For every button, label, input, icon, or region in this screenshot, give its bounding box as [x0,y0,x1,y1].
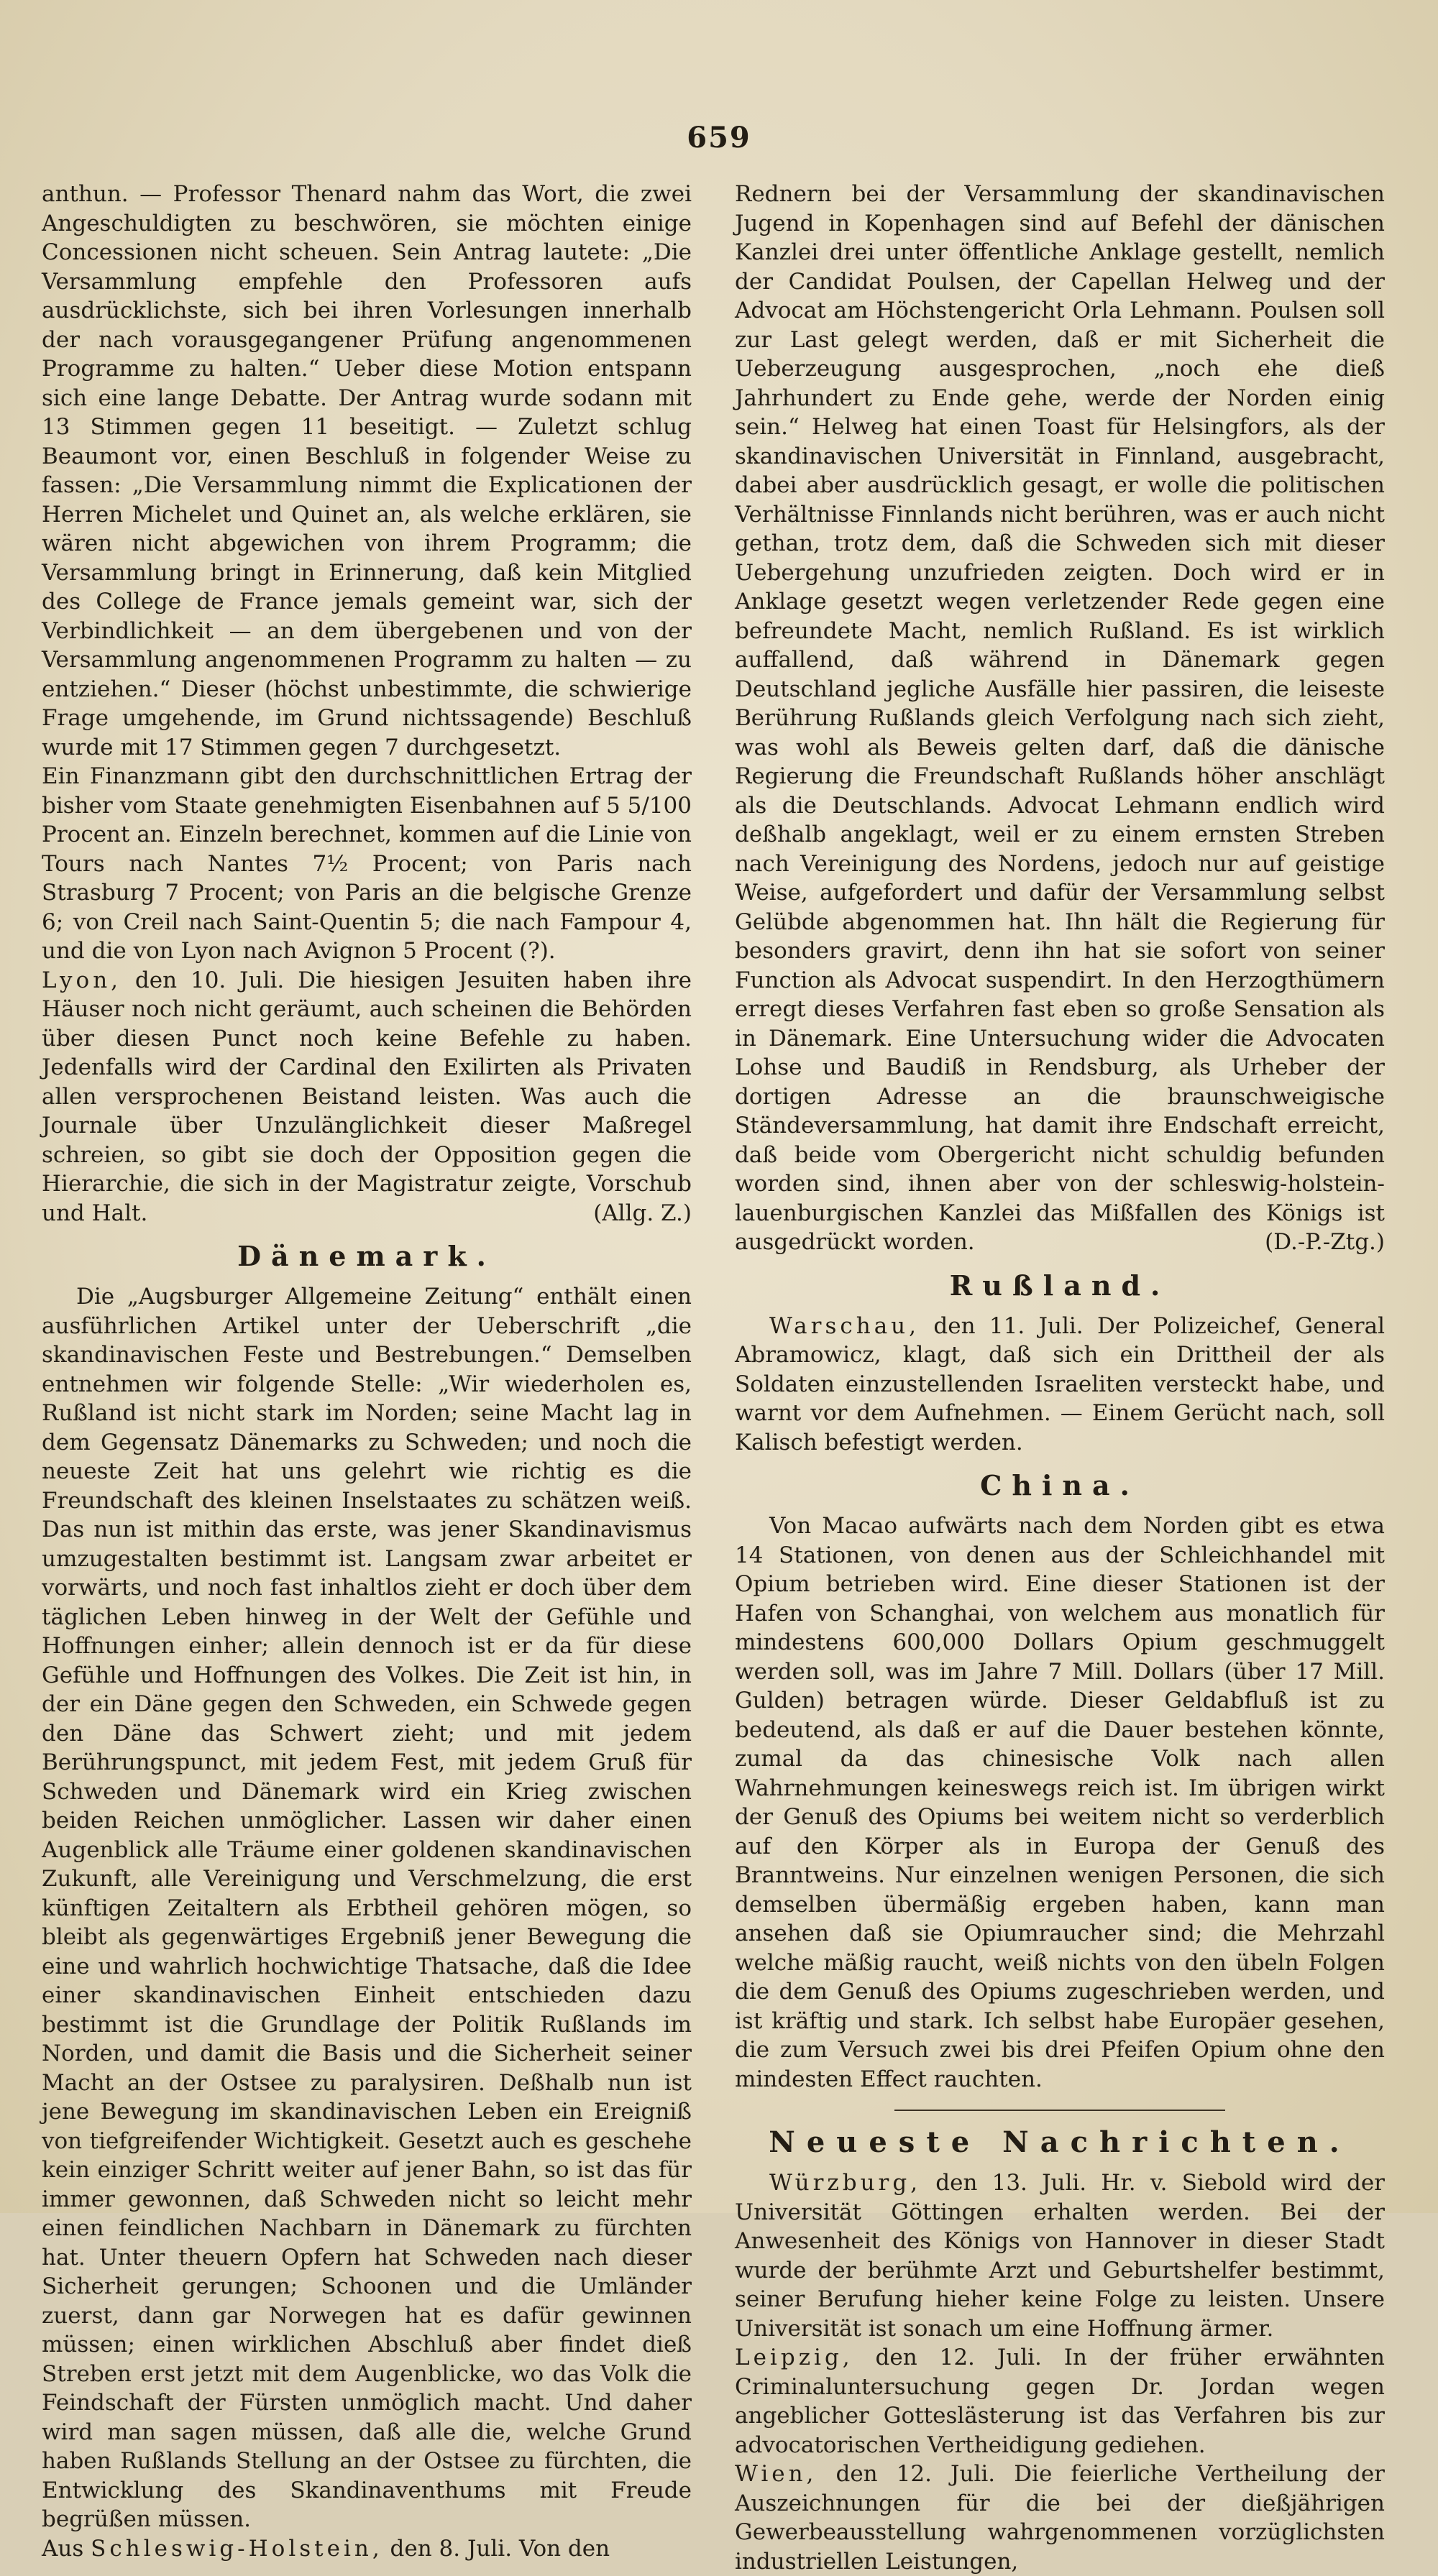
dateline: Würzburg, [769,2170,922,2196]
dateline: Schleswig-Holstein, [91,2535,383,2562]
section-divider [894,2110,1225,2111]
article-paragraph: anthun. — Professor Thenard nahm das Wort, die zwei Angeschuldigten zu beschwören, sie möchten einige Concessionen nicht scheuen. Sein Antrag lautete: „Die Versammlung empfehle den Professoren aufs ausdrücklichste, sich bei ihren Vorlesungen innerhalb der nach vorausgegangener Prüfung angenommenen Programme zu halten.“ Ueber diese Motion entspann sich eine lange Debatte. Der Antrag wurde sodann mit 13 Stimmen gegen 11 beseitigt. — Zuletzt schlug Beaumont vor, einen Beschluß in folgender Weise zu fassen: „Die Versammlung nimmt die Explicationen der Herren Michelet und Quinet an, als welche erklären, sie wären nicht abgewichen von ihrem Programm; die Versammlung bringt in Erinnerung, daß kein Mitglied des College de France jemals gemeint war, sich der Verbindlichkeit — an dem übergebenen und von der Versammlung angenommenen Programm zu halten — zu entziehen.“ Dieser (höchst unbestimmte, die schwierige Frage umgehende, im Grund nichtssagende) Beschluß wurde mit 17 Stimmen gegen 7 durchgesetzt. [42,181,692,760]
dateline: Wien, [735,2461,818,2487]
article-paragraph: Die „Augsburger Allgemeine Zeitung“ enthält einen ausführlichen Artikel unter der Ueberschrift „die skandinavischen Feste und Bestrebungen.“ Demselben entnehmen wir folgende Stelle: „Wir wiederholen es, Rußland ist nicht stark im Norden; seine Macht lag in dem Gegensatz Dänemarks zu Schweden; und noch die neueste Zeit hat uns gelehrt wie richtig es die Freundschaft des kleinen Inselstaates zu schätzen weiß. Das nun ist mithin das erste, was jener Skandinavismus umzugestalten bestimmt ist. Langsam zwar arbeitet er vorwärts, und noch fast inhaltlos zieht er doch über dem täglichen Leben hinweg in der Welt der Gefühle und Hoffnungen einher; allein dennoch ist er da für diese Gefühle und Hoffnungen des Volkes. Die Zeit ist hin, in der ein Däne gegen den Schweden, ein Schwede gegen den Däne das Schwert zieht; und mit jedem Berührungspunct, mit jedem Fest, mit jedem Gruß für Schweden und Dänemark wird ein Krieg zwischen beiden Reichen unmöglicher. Lassen wir daher einen Augenblick alle Träume einer goldenen skandinavischen Zukunft, alle Vereinigung und Verschmelzung, die erst künftigen Zeitaltern als Erbtheil gehören mögen, so bleibt als gegenwärtiges Ergebniß jener Bewegung die eine und wahrlich hochwichtige Thatsache, daß die Idee einer skandinavischen Einheit entschieden dazu bestimmt ist die Grundlage der Politik Rußlands im Norden, und damit die Basis und die Sicherheit seiner Macht an der Ostsee zu paralysiren. Deßhalb nun ist jene Bewegung im skandinavischen Leben ein Ereigniß von tiefgreifender Wichtigkeit. Gesetzt auch es geschehe kein einziger Schritt weiter auf jener Bahn, so ist das für immer gewonnen, daß Schweden nicht so leicht mehr einen feindlichen Nachbarn in Dänemark zu fürchten hat. Unter theuern Opfern hat Schweden nach dieser Sicherheit gerungen; Schoonen und die Umländer zuerst, dann gar Norwegen hat es dafür gewinnen müssen; einen wirklichen Abschluß aber findet dieß Streben erst jetzt mit dem Augenblicke, wo das Volk die Feindschaft der Fürsten unmöglich macht. Und daher wird man sagen müssen, daß alle die, welche Grund haben Rußlands Stellung an der Ostsee zu fürchten, die Entwicklung des Skandinaventhums mit Freude begrüßen müssen. [42,1284,692,2532]
article-paragraph [42,2534,692,2564]
article-paragraph [42,966,692,1228]
source-citation: (D.-P.-Ztg.) [1265,1229,1385,1255]
article-text: Rednern bei der Versammlung der skandinavischen Jugend in Kopenhagen sind auf Befehl der dänischen Kanzlei drei unter öffentliche Anklage gestellt, nemlich der Candidat Poulsen, der Capellan Helweg und der Advocat am Höchstengericht Orla Lehmann. Poulsen soll zur Last gelegt werden, daß er mit Sicherheit die Ueberzeugung ausgesprochen, „noch ehe dieß Jahrhundert zu Ende gehe, werde der Norden einig sein.“ Helweg hat einen Toast für Helsingfors, als der skandinavischen Universität in Finnland, ausgebracht, dabei aber ausdrücklich gesagt, er wolle die politischen Verhältnisse Finnlands nicht berühren, was er auch nicht gethan, trotz dem, daß die Schweden sich mit dieser Uebergehung unzufrieden zeigten. Doch wird er in Anklage gesetzt wegen verletzender Rede gegen eine befreundete Macht, nemlich Rußland. Es ist wirklich auffallend, daß während in Dänemark gegen Deutschland jegliche Ausfälle hier passiren, die leiseste Berührung Rußlands gleich Verfolgung nach sich zieht, was wohl als Beweis gelten darf, daß die dänische Regierung die Freundschaft Rußlands höher anschlägt als die Deutschlands. Advocat Lehmann endlich wird deßhalb angeklagt, weil er zu einem ernsten Streben nach Vereinigung des Nordens, jedoch nur auf geistige Weise, aufgefordert und dafür der Versammlung selbst Gelübde abgenommen hat. Ihn hält die Regierung für besonders gravirt, denn ihn hat sie sofort von seiner Function als Advocat suspendirt. In den Herzogthümern erregt dieses Verfahren fast eben so große Sensation als in Dänemark. Eine Untersuchung wider die Advocaten Lohse und Baudiß in Rendsburg, als Urheber der dortigen Adresse an die braunschweigische Ständeversammlung, hat damit ihre Endschaft erreicht, daß beide vom Obergericht nicht schuldig befunden worden sind, ihnen aber von der schleswig-holstein-lauenburgischen Kanzlei das Mißfallen des Königs ist ausgedrückt worden. [735,181,1385,1255]
page-number: 659 [687,121,751,155]
columns [42,180,1385,2575]
article-paragraph: Ein Finanzmann gibt den durchschnittlichen Ertrag der bisher vom Staate genehmigten Eisenbahnen auf 5 5/100 Procent an. Einzeln berechnet, kommen auf die Linie von Tours nach Nantes 7½ Procent; von Paris nach Strasburg 7 Procent; von Paris an die belgische Grenze 6; von Creil nach Saint-Quentin 5; die nach Fampour 4, und die von Lyon nach Avignon 5 Procent (?). [42,763,692,964]
article-text: den 8. Juli. Von den [383,2535,610,2562]
article-paragraph: Von Macao aufwärts nach dem Norden gibt es etwa 14 Stationen, von denen aus der Schleichhandel mit Opium betrieben wird. Eine dieser Stationen ist der Hafen von Schanghai, von welchem aus monatlich für mindestens 600,000 Dollars Opium geschmuggelt werden soll, was im Jahre 7 Mill. Dollars (über 17 Mill. Gulden) betragen würde. Dieser Geldabfluß ist zu bedeutend, als daß er auf die Dauer bestehen könnte, zumal da das chinesische Volk nach allen Wahrnehmungen keineswegs reich ist. Im übrigen wirkt der Genuß des Opiums bei weitem nicht so verderblich auf den Körper als in Europa der Genuß des Branntweins. Nur einzelnen wenigen Personen, die sich demselben übermäßig ergeben haben, kann man ansehen daß sie Opiumraucher sind; die Mehrzahl welche mäßig raucht, weiß nichts von den übeln Folgen die dem Genuß des Opiums zugeschrieben werden, und ist kräftig und stark. Ich selbst habe Europäer gesehen, die zum Versuch zwei bis drei Pfeifen Opium ohne den mindesten Effect rauchten. [735,1513,1385,2092]
article-text: den 13. Juli. Hr. v. Siebold wird der Universität Göttingen erhalten werden. Bei der Anwesenheit des Königs von Hannover in dieser Stadt wurde der berühmte Arzt und Geburtshelfer bestimmt, seiner Berufung hieher keine Folge zu leisten. Unsere Universität ist sonach um eine Hoffnung ärmer. [735,2170,1385,2342]
section-heading-china: China. [980,1469,1140,1501]
dateline: Leipzig, [735,2345,853,2370]
section-heading-daenemark: Dänemark. [237,1240,496,1272]
article-text: den 12. Juli. Die feierliche Vertheilung der Auszeichnungen für die bei der dießjährigen Gewerbeausstellung wahrgenommenen vorzüglichsten industriellen Leistungen, [735,2461,1385,2575]
article-text: den 10. Juli. Die hiesigen Jesuiten haben ihre Häuser noch nicht geräumt, auch scheinen die Behörden über diesen Punct noch keine Befehle zu haben. Jedenfalls wird der Cardinal den Exilirten als Privaten allen versprochenen Beistand leisten. Was auch die Journale über Unzulänglichkeit dieser Maßregel schreien, so gibt sie doch der Opposition gegen die Hierarchie, die sich in der Magistratur zeigte, Vorschub und Halt. [42,967,692,1226]
article-paragraph [735,1312,1385,1458]
dateline: Lyon, [42,967,122,993]
article-text: den 12. Juli. In der früher erwähnten Criminaluntersuchung gegen Dr. Jordan wegen angeblicher Gotteslästerung ist das Verfahren bis zur advocatorischen Vertheidigung gediehen. [735,2345,1385,2458]
left-column [42,180,692,2562]
dateline: Warschau, [769,1312,920,1339]
article-paragraph [735,2460,1385,2576]
article-paragraph [735,2343,1385,2460]
article-text: Aus [42,2535,84,2562]
article-paragraph [735,2168,1385,2343]
article-paragraph [735,180,1385,1257]
section-heading-russland: Rußland. [949,1269,1171,1302]
source-citation: (Allg. Z.) [593,1200,692,1226]
right-column [735,180,1385,2575]
article-text: den 11. Juli. Der Polizeichef, General Abramowicz, klagt, daß sich ein Drittheil der als Soldaten einzustellenden Israeliten versteckt habe, und warnt vor dem Aufnehmen. — Einem Gerücht nach, soll Kalisch befestigt werden. [735,1312,1385,1455]
section-heading-neueste-nachrichten: Neueste Nachrichten. [769,2125,1351,2159]
